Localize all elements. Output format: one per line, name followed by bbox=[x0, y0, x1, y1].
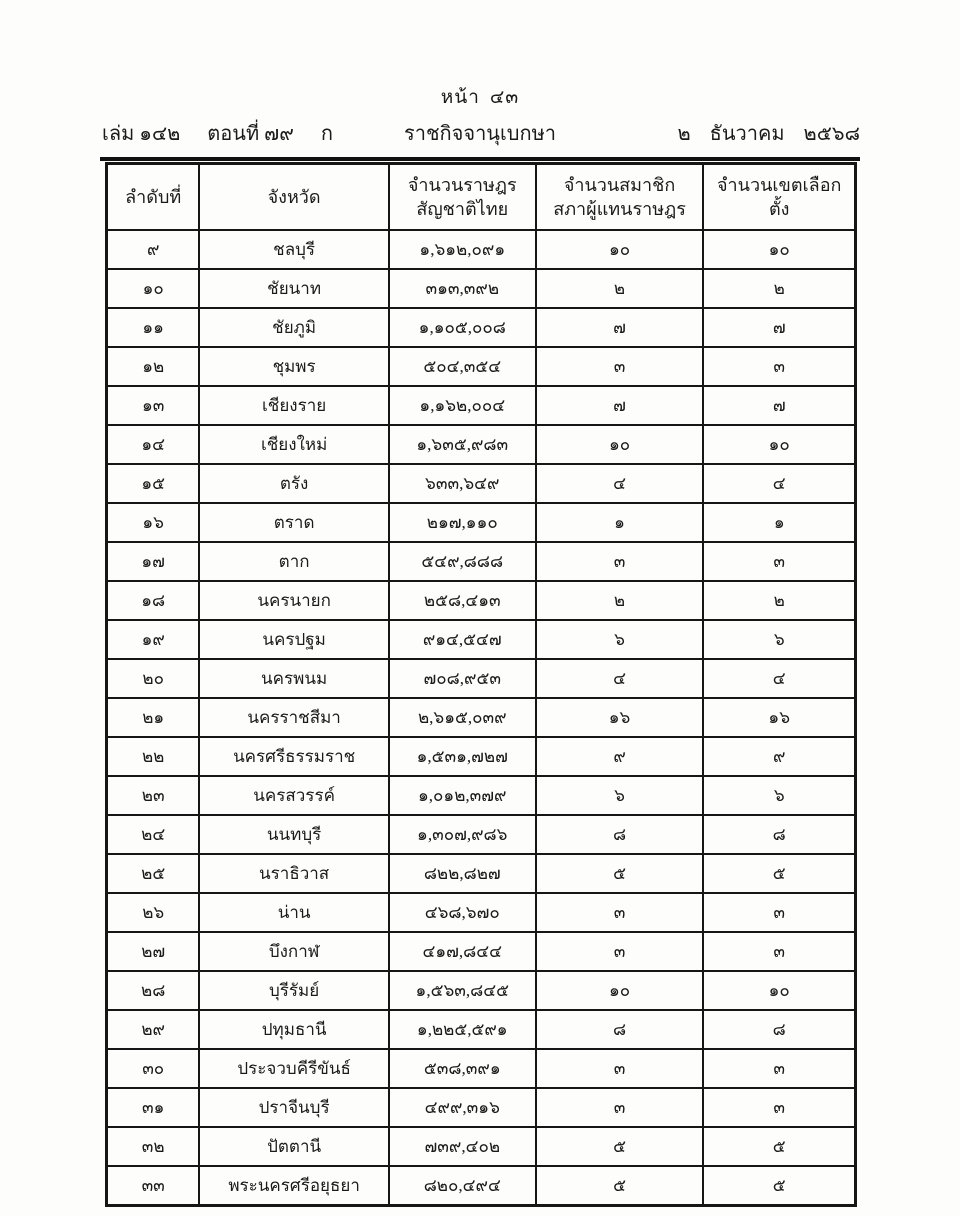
header-cell-districts: จำนวนเขตเลือกตั้ง bbox=[703, 164, 855, 231]
document-header bbox=[100, 82, 860, 161]
masthead-line bbox=[100, 119, 860, 149]
cell-province: เชียงใหม่ bbox=[199, 425, 388, 464]
cell-population: ๔๑๗,๘๔๔ bbox=[389, 932, 536, 971]
cell-province: นราธิวาส bbox=[199, 854, 388, 893]
cell-province: นครนายก bbox=[199, 581, 388, 620]
cell-districts: ๓ bbox=[703, 932, 855, 971]
cell-province: ตราด bbox=[199, 503, 388, 542]
table-row bbox=[107, 230, 856, 269]
cell-population: ๗๓๙,๔๐๒ bbox=[389, 1127, 536, 1166]
table-row bbox=[107, 464, 856, 503]
cell-districts: ๓ bbox=[703, 1049, 855, 1088]
header-population-line1: จำนวนราษฎร bbox=[407, 174, 517, 195]
table-row bbox=[107, 1049, 856, 1088]
cell-districts: ๑๐ bbox=[703, 230, 855, 269]
cell-province: ตาก bbox=[199, 542, 388, 581]
header-rule bbox=[100, 157, 860, 161]
cell-districts: ๗ bbox=[703, 386, 855, 425]
cell-no: ๒๔ bbox=[107, 815, 200, 854]
cell-population: ๘๒๐,๔๙๔ bbox=[389, 1166, 536, 1206]
cell-districts: ๕ bbox=[703, 1166, 855, 1206]
table-row bbox=[107, 308, 856, 347]
cell-districts: ๒ bbox=[703, 581, 855, 620]
table-row bbox=[107, 737, 856, 776]
cell-no: ๒๕ bbox=[107, 854, 200, 893]
cell-districts: ๓ bbox=[703, 893, 855, 932]
cell-districts: ๑๐ bbox=[703, 971, 855, 1010]
header-cell-mps bbox=[536, 164, 704, 231]
cell-no: ๓๑ bbox=[107, 1088, 200, 1127]
table-header-row bbox=[107, 164, 856, 231]
cell-mps: ๕ bbox=[536, 1166, 704, 1206]
cell-no: ๒๐ bbox=[107, 659, 200, 698]
cell-districts: ๓ bbox=[703, 542, 855, 581]
header-population-line2: สัญชาติไทย bbox=[416, 199, 509, 219]
cell-no: ๓๐ bbox=[107, 1049, 200, 1088]
cell-no: ๒๓ bbox=[107, 776, 200, 815]
cell-mps: ๖ bbox=[536, 620, 704, 659]
cell-districts: ๑๖ bbox=[703, 698, 855, 737]
cell-no: ๓๒ bbox=[107, 1127, 200, 1166]
cell-no: ๑๐ bbox=[107, 269, 200, 308]
gazette-title: ราชกิจจานุเบกษา bbox=[403, 123, 557, 145]
cell-province: น่าน bbox=[199, 893, 388, 932]
cell-province: ปทุมธานี bbox=[199, 1010, 388, 1049]
table-row bbox=[107, 776, 856, 815]
cell-no: ๓๓ bbox=[107, 1166, 200, 1206]
table-row bbox=[107, 581, 856, 620]
volume-label: เล่ม ๑๔๒ bbox=[102, 123, 181, 145]
table-header bbox=[107, 164, 856, 231]
cell-province: ชัยนาท bbox=[199, 269, 388, 308]
cell-districts: ๑ bbox=[703, 503, 855, 542]
cell-province: นนทบุรี bbox=[199, 815, 388, 854]
cell-mps: ๑๐ bbox=[536, 425, 704, 464]
cell-districts: ๘ bbox=[703, 815, 855, 854]
cell-mps: ๘ bbox=[536, 815, 704, 854]
cell-province: นครสวรรค์ bbox=[199, 776, 388, 815]
cell-population: ๑,๕๖๓,๘๔๕ bbox=[389, 971, 536, 1010]
cell-population: ๘๒๒,๘๒๗ bbox=[389, 854, 536, 893]
table-row bbox=[107, 386, 856, 425]
cell-no: ๑๘ bbox=[107, 581, 200, 620]
table-row bbox=[107, 815, 856, 854]
cell-population: ๕๓๘,๓๙๑ bbox=[389, 1049, 536, 1088]
cell-province: นครพนม bbox=[199, 659, 388, 698]
cell-province: ประจวบคีรีขันธ์ bbox=[199, 1049, 388, 1088]
cell-districts: ๓ bbox=[703, 1088, 855, 1127]
cell-mps: ๔ bbox=[536, 659, 704, 698]
cell-mps: ๓ bbox=[536, 932, 704, 971]
cell-province: ชลบุรี bbox=[199, 230, 388, 269]
cell-population: ๒๕๘,๔๑๓ bbox=[389, 581, 536, 620]
cell-mps: ๒ bbox=[536, 269, 704, 308]
cell-no: ๑๔ bbox=[107, 425, 200, 464]
table-row bbox=[107, 425, 856, 464]
cell-districts: ๓ bbox=[703, 347, 855, 386]
cell-districts: ๖ bbox=[703, 620, 855, 659]
page-number-line bbox=[100, 82, 860, 112]
cell-province: บึงกาฬ bbox=[199, 932, 388, 971]
cell-mps: ๖ bbox=[536, 776, 704, 815]
cell-mps: ๕ bbox=[536, 854, 704, 893]
cell-mps: ๓ bbox=[536, 893, 704, 932]
cell-mps: ๔ bbox=[536, 464, 704, 503]
cell-population: ๑,๓๐๗,๙๘๖ bbox=[389, 815, 536, 854]
cell-no: ๙ bbox=[107, 230, 200, 269]
cell-no: ๑๕ bbox=[107, 464, 200, 503]
cell-mps: ๗ bbox=[536, 386, 704, 425]
cell-population: ๑,๑๖๒,๐๐๔ bbox=[389, 386, 536, 425]
cell-no: ๒๗ bbox=[107, 932, 200, 971]
cell-mps: ๓ bbox=[536, 1088, 704, 1127]
cell-no: ๑๗ bbox=[107, 542, 200, 581]
cell-mps: ๑๐ bbox=[536, 971, 704, 1010]
cell-no: ๒๘ bbox=[107, 971, 200, 1010]
header-mps-line2: สภาผู้แทนราษฎร bbox=[553, 199, 686, 219]
cell-province: ตรัง bbox=[199, 464, 388, 503]
page-word: หน้า bbox=[440, 87, 480, 108]
cell-population: ๑,๑๐๕,๐๐๘ bbox=[389, 308, 536, 347]
cell-province: นครปฐม bbox=[199, 620, 388, 659]
cell-province: ปราจีนบุรี bbox=[199, 1088, 388, 1127]
cell-population: ๑,๐๑๒,๓๗๙ bbox=[389, 776, 536, 815]
cell-province: พระนครศรีอยุธยา bbox=[199, 1166, 388, 1206]
cell-no: ๒๖ bbox=[107, 893, 200, 932]
cell-districts: ๔ bbox=[703, 659, 855, 698]
cell-population: ๒,๖๑๕,๐๓๙ bbox=[389, 698, 536, 737]
header-cell-population bbox=[389, 164, 536, 231]
province-table bbox=[105, 162, 857, 1207]
cell-no: ๑๓ bbox=[107, 386, 200, 425]
cell-no: ๑๖ bbox=[107, 503, 200, 542]
cell-no: ๑๒ bbox=[107, 347, 200, 386]
date-group bbox=[677, 119, 860, 149]
cell-population: ๑,๖๓๕,๙๘๓ bbox=[389, 425, 536, 464]
table-body bbox=[107, 230, 856, 1206]
cell-mps: ๗ bbox=[536, 308, 704, 347]
cell-province: นครราชสีมา bbox=[199, 698, 388, 737]
cell-mps: ๓ bbox=[536, 1049, 704, 1088]
table-row bbox=[107, 1010, 856, 1049]
date-year: ๒๕๖๘ bbox=[803, 123, 860, 145]
cell-population: ๓๑๓,๓๙๒ bbox=[389, 269, 536, 308]
cell-population: ๗๐๘,๙๕๓ bbox=[389, 659, 536, 698]
header-cell-no: ลำดับที่ bbox=[107, 164, 200, 231]
cell-no: ๒๒ bbox=[107, 737, 200, 776]
header-cell-province: จังหวัด bbox=[199, 164, 388, 231]
cell-province: ชุมพร bbox=[199, 347, 388, 386]
cell-mps: ๑๖ bbox=[536, 698, 704, 737]
cell-no: ๒๙ bbox=[107, 1010, 200, 1049]
book-label: ก bbox=[320, 123, 333, 145]
table-row bbox=[107, 542, 856, 581]
cell-population: ๑,๖๑๒,๐๙๑ bbox=[389, 230, 536, 269]
table-row bbox=[107, 620, 856, 659]
cell-population: ๔๖๘,๖๗๐ bbox=[389, 893, 536, 932]
cell-population: ๙๑๔,๕๔๗ bbox=[389, 620, 536, 659]
table-row bbox=[107, 503, 856, 542]
cell-districts: ๔ bbox=[703, 464, 855, 503]
cell-mps: ๕ bbox=[536, 1127, 704, 1166]
cell-no: ๑๑ bbox=[107, 308, 200, 347]
table-row bbox=[107, 659, 856, 698]
cell-districts: ๕ bbox=[703, 1127, 855, 1166]
cell-mps: ๙ bbox=[536, 737, 704, 776]
cell-mps: ๘ bbox=[536, 1010, 704, 1049]
table-row bbox=[107, 854, 856, 893]
cell-districts: ๒ bbox=[703, 269, 855, 308]
cell-province: เชียงราย bbox=[199, 386, 388, 425]
cell-districts: ๕ bbox=[703, 854, 855, 893]
cell-no: ๑๙ bbox=[107, 620, 200, 659]
cell-population: ๑,๒๒๕,๕๙๑ bbox=[389, 1010, 536, 1049]
cell-mps: ๓ bbox=[536, 347, 704, 386]
cell-mps: ๑๐ bbox=[536, 230, 704, 269]
table-row bbox=[107, 932, 856, 971]
date-day: ๒ bbox=[677, 123, 691, 145]
header-mps-line1: จำนวนสมาชิก bbox=[563, 174, 676, 195]
cell-districts: ๙ bbox=[703, 737, 855, 776]
table-row bbox=[107, 1166, 856, 1206]
cell-districts: ๑๐ bbox=[703, 425, 855, 464]
page-number: ๔๓ bbox=[489, 87, 520, 108]
cell-districts: ๖ bbox=[703, 776, 855, 815]
cell-province: ชัยภูมิ bbox=[199, 308, 388, 347]
cell-population: ๕๔๙,๘๘๘ bbox=[389, 542, 536, 581]
part-label: ตอนที่ ๗๙ bbox=[207, 123, 294, 145]
cell-districts: ๘ bbox=[703, 1010, 855, 1049]
date-month: ธันวาคม bbox=[709, 123, 785, 145]
cell-no: ๒๑ bbox=[107, 698, 200, 737]
table-row bbox=[107, 347, 856, 386]
table-row bbox=[107, 698, 856, 737]
cell-population: ๔๙๙,๓๑๖ bbox=[389, 1088, 536, 1127]
cell-population: ๕๐๔,๓๕๔ bbox=[389, 347, 536, 386]
cell-population: ๑,๕๓๑,๗๒๗ bbox=[389, 737, 536, 776]
cell-districts: ๗ bbox=[703, 308, 855, 347]
cell-mps: ๑ bbox=[536, 503, 704, 542]
table-row bbox=[107, 1127, 856, 1166]
cell-mps: ๓ bbox=[536, 542, 704, 581]
cell-province: บุรีรัมย์ bbox=[199, 971, 388, 1010]
cell-province: ปัตตานี bbox=[199, 1127, 388, 1166]
cell-province: นครศรีธรรมราช bbox=[199, 737, 388, 776]
table-row bbox=[107, 269, 856, 308]
cell-mps: ๒ bbox=[536, 581, 704, 620]
cell-population: ๖๓๓,๖๔๙ bbox=[389, 464, 536, 503]
table-row bbox=[107, 971, 856, 1010]
table-row bbox=[107, 1088, 856, 1127]
cell-population: ๒๑๗,๑๑๐ bbox=[389, 503, 536, 542]
table-row bbox=[107, 893, 856, 932]
